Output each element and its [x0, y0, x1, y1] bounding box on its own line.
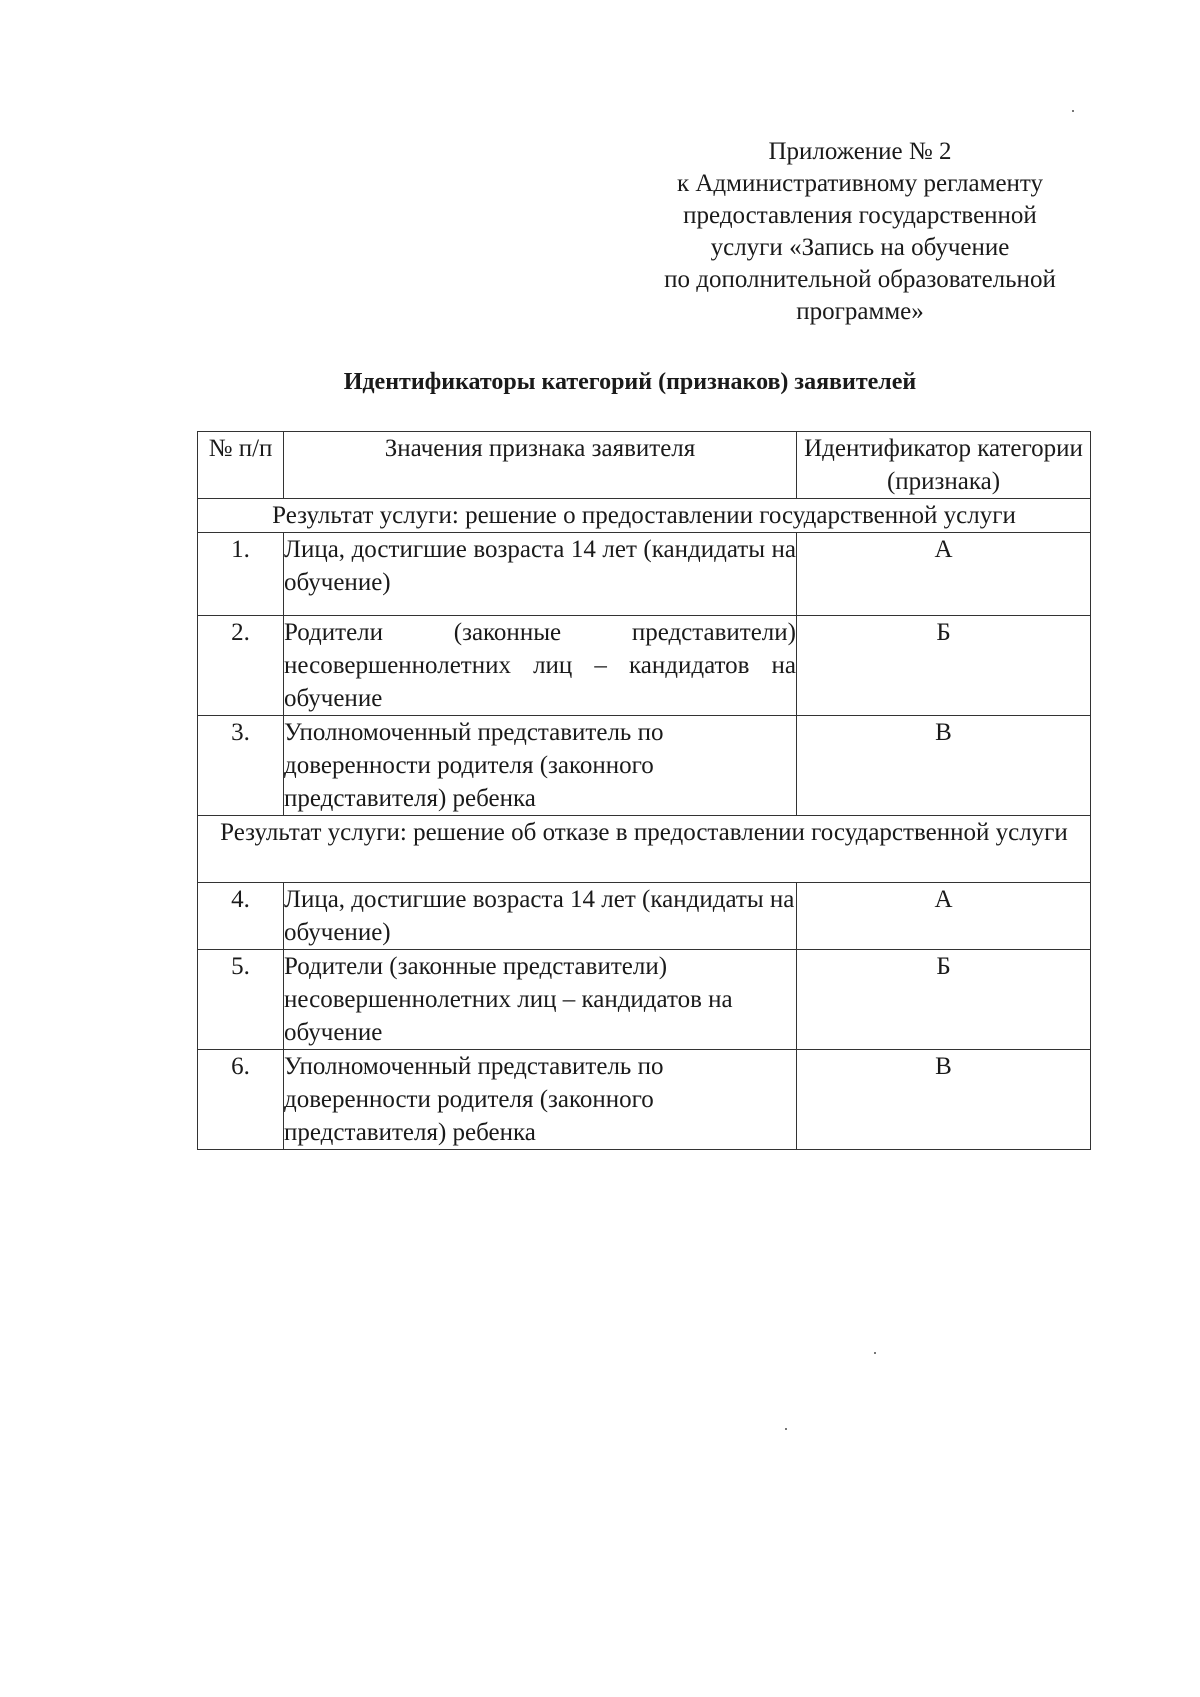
table-row — [198, 616, 1091, 716]
section-heading: Результат услуги: решение об отказе в предоставлении государственной услуги — [198, 816, 1091, 883]
row-value: Родители (законные представители) несовершеннолетних лиц – кандидатов на обучение — [284, 950, 797, 1050]
row-identifier: А — [797, 533, 1091, 616]
row-identifier: Б — [797, 616, 1091, 716]
header-num: № п/п — [198, 432, 284, 499]
appendix-line: по дополнительной образовательной — [664, 266, 1056, 293]
row-value: Уполномоченный представитель по доверенности родителя (законного представителя) ребенка — [284, 1050, 797, 1150]
row-value: Лица, достигшие возраста 14 лет (кандидаты на обучение) — [284, 883, 797, 950]
appendix-line: Приложение № 2 — [768, 138, 952, 165]
appendix-header — [620, 136, 1100, 328]
header-value: Значения признака заявителя — [284, 432, 797, 499]
table-row — [198, 716, 1091, 816]
row-value: Родители (законные представители) несовершеннолетних лиц – кандидатов на обучение — [284, 616, 797, 716]
scan-speck — [785, 1428, 787, 1430]
row-value: Уполномоченный представитель по доверенности родителя (законного представителя) ребенка — [284, 716, 797, 816]
row-num: 6. — [198, 1050, 284, 1150]
appendix-line: программе» — [796, 298, 924, 325]
scan-speck — [1072, 110, 1074, 112]
row-num: 4. — [198, 883, 284, 950]
row-num: 2. — [198, 616, 284, 716]
row-identifier: В — [797, 1050, 1091, 1150]
table-row — [198, 1050, 1091, 1150]
appendix-line: предоставления государственной — [683, 202, 1037, 229]
row-value: Лица, достигшие возраста 14 лет (кандидаты на обучение) — [284, 533, 797, 616]
identifiers-table — [197, 431, 1091, 1150]
table-header-row — [198, 432, 1091, 499]
header-identifier: Идентификатор категории (признака) — [797, 432, 1091, 499]
row-num: 3. — [198, 716, 284, 816]
table-row — [198, 533, 1091, 616]
row-num: 5. — [198, 950, 284, 1050]
appendix-line: услуги «Запись на обучение — [710, 234, 1010, 261]
document-title: Идентификаторы категорий (признаков) заявителей — [343, 369, 917, 395]
scan-speck — [874, 1352, 876, 1354]
appendix-line: к Административному регламенту — [676, 170, 1044, 197]
row-identifier: Б — [797, 950, 1091, 1050]
section-heading: Результат услуги: решение о предоставлении государственной услуги — [198, 499, 1091, 533]
table-row — [198, 883, 1091, 950]
row-identifier: В — [797, 716, 1091, 816]
section-heading-row — [198, 816, 1091, 883]
section-heading-row — [198, 499, 1091, 533]
row-identifier: А — [797, 883, 1091, 950]
row-num: 1. — [198, 533, 284, 616]
table-row — [198, 950, 1091, 1050]
